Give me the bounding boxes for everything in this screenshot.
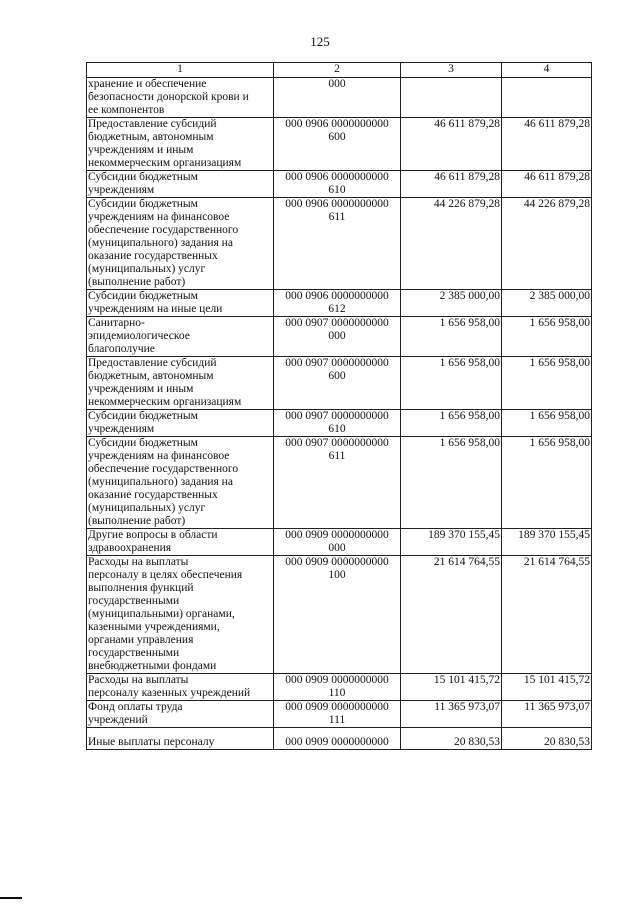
expense-name-cell [87, 198, 274, 290]
amount-column-3: 1 656 958,00 [401, 357, 502, 410]
expense-name: Расходы на выплаты персоналу в целях обеспечения выполнения функций государственными (муниципальными) органами, казенными учреждениями, органами управления государственными внебюджетными фондами [88, 556, 243, 672]
amount-column-3: 2 385 000,00 [401, 290, 502, 317]
amount-column-3: 20 830,53 [401, 728, 502, 750]
table-row [87, 171, 592, 198]
expense-name-cell [87, 118, 274, 171]
table-row [87, 357, 592, 410]
table-row [87, 198, 592, 290]
expense-name: Санитарно- эпидемиологическое благополучие [88, 317, 190, 355]
table-row [87, 410, 592, 437]
amount-column-3: 1 656 958,00 [401, 410, 502, 437]
amount-column-4: 21 614 764,55 [502, 556, 592, 674]
budget-code-cell: 000 0906 0000000000 612 [274, 290, 401, 317]
budget-code-cell: 000 0907 0000000000 610 [274, 410, 401, 437]
expense-name-cell [87, 357, 274, 410]
expense-name: Предоставление субсидий бюджетным, автономным учреждениям и иным некоммерческим организациям [88, 357, 242, 408]
expense-name: Субсидии бюджетным учреждениям [88, 171, 198, 196]
table-row [87, 290, 592, 317]
amount-column-4: 1 656 958,00 [502, 437, 592, 529]
amount-column-3: 11 365 973,07 [401, 701, 502, 728]
page-number: 125 [310, 34, 330, 49]
amount-column-3: 21 614 764,55 [401, 556, 502, 674]
amount-column-4: 46 611 879,28 [502, 118, 592, 171]
amount-column-4: 20 830,53 [502, 728, 592, 750]
table-row [87, 437, 592, 529]
table-row [87, 317, 592, 357]
expense-name-cell [87, 556, 274, 674]
expense-name-cell [87, 529, 274, 556]
table-body [87, 78, 592, 750]
table-row [87, 674, 592, 701]
expense-name: Фонд оплаты труда учреждений [88, 701, 183, 726]
budget-code-cell: 000 0907 0000000000 000 [274, 317, 401, 357]
amount-column-4: 1 656 958,00 [502, 410, 592, 437]
column-header-3: 3 [401, 63, 502, 78]
amount-column-3: 1 656 958,00 [401, 317, 502, 357]
amount-column-3: 46 611 879,28 [401, 171, 502, 198]
amount-column-3: 189 370 155,45 [401, 529, 502, 556]
expense-name: хранение и обеспечение безопасности донорской крови и ее компонентов [88, 78, 249, 116]
table-row [87, 529, 592, 556]
budget-code-cell: 000 0907 0000000000 611 [274, 437, 401, 529]
expense-name-cell [87, 437, 274, 529]
column-header-2: 2 [274, 63, 401, 78]
column-header-4: 4 [502, 63, 592, 78]
amount-column-4: 1 656 958,00 [502, 357, 592, 410]
expense-name-cell [87, 674, 274, 701]
table-row [87, 556, 592, 674]
expense-name-cell [87, 290, 274, 317]
expense-name: Субсидии бюджетным учреждениям [88, 410, 198, 435]
budget-table [86, 62, 592, 750]
amount-column-3: 15 101 415,72 [401, 674, 502, 701]
column-header-1: 1 [87, 63, 274, 78]
budget-code-cell: 000 [274, 78, 401, 118]
amount-column-4: 46 611 879,28 [502, 171, 592, 198]
expense-name-cell [87, 410, 274, 437]
expense-name-cell [87, 317, 274, 357]
amount-column-4: 44 226 879,28 [502, 198, 592, 290]
budget-code-cell: 000 0907 0000000000 600 [274, 357, 401, 410]
amount-column-4: 2 385 000,00 [502, 290, 592, 317]
table-row [87, 728, 592, 750]
table-row [87, 118, 592, 171]
expense-name-cell [87, 728, 274, 750]
amount-column-3 [401, 78, 502, 118]
amount-column-4: 1 656 958,00 [502, 317, 592, 357]
table-row [87, 78, 592, 118]
budget-code-cell: 000 0906 0000000000 611 [274, 198, 401, 290]
expense-name: Иные выплаты персоналу [88, 736, 215, 748]
amount-column-3: 46 611 879,28 [401, 118, 502, 171]
amount-column-4: 11 365 973,07 [502, 701, 592, 728]
expense-name: Другие вопросы в области здравоохранения [88, 529, 218, 554]
expense-name: Субсидии бюджетным учреждениям на финансовое обеспечение государственного (муниципального) задания на оказание государственных (муниципальных) услуг (выполнение работ) [88, 437, 239, 527]
amount-column-4: 15 101 415,72 [502, 674, 592, 701]
expense-name: Субсидии бюджетным учреждениям на иные цели [88, 290, 223, 315]
expense-name-cell [87, 78, 274, 118]
budget-code-cell: 000 0909 0000000000 111 [274, 701, 401, 728]
budget-code-cell: 000 0906 0000000000 600 [274, 118, 401, 171]
margin-mark [0, 897, 22, 899]
table-header-row [87, 63, 592, 78]
amount-column-4: 189 370 155,45 [502, 529, 592, 556]
budget-code-cell: 000 0909 0000000000 000 [274, 529, 401, 556]
amount-column-3: 44 226 879,28 [401, 198, 502, 290]
expense-name: Субсидии бюджетным учреждениям на финансовое обеспечение государственного (муниципального) задания на оказание государственных (муниципальных) услуг (выполнение работ) [88, 198, 239, 288]
budget-code-cell: 000 0909 0000000000 [274, 728, 401, 750]
table-row [87, 701, 592, 728]
amount-column-3: 1 656 958,00 [401, 437, 502, 529]
budget-code-cell: 000 0906 0000000000 610 [274, 171, 401, 198]
amount-column-4 [502, 78, 592, 118]
budget-code-cell: 000 0909 0000000000 110 [274, 674, 401, 701]
expense-name-cell [87, 701, 274, 728]
budget-code-cell: 000 0909 0000000000 100 [274, 556, 401, 674]
expense-name-cell [87, 171, 274, 198]
expense-name: Расходы на выплаты персоналу казенных учреждений [88, 674, 251, 699]
expense-name: Предоставление субсидий бюджетным, автономным учреждениям и иным некоммерческим организациям [88, 118, 242, 169]
